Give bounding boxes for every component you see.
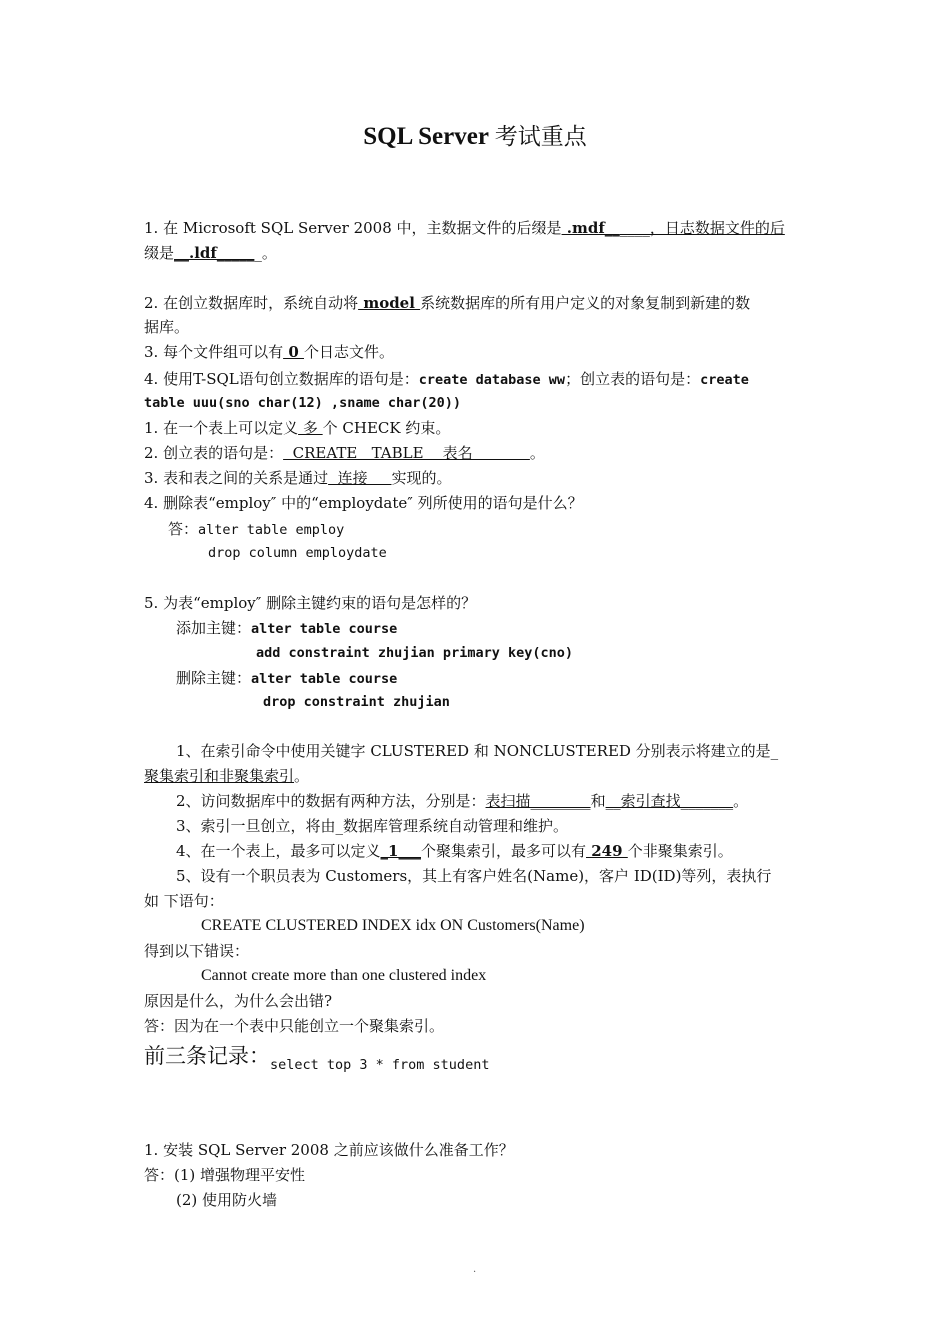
b1-line: 1. 在一个表上可以定义 多 个 CHECK 约束。 [144,419,451,437]
q1-line2: 缀是__.ldf______。 [144,244,277,262]
d1-answer2: (2) 使用防火墙 [176,1191,278,1209]
c5-answer: 答：因为在一个表中只能创立一个聚集索引。 [144,1017,445,1035]
q4-line2: table uuu(sno char(12) ,sname char(20)) [144,395,461,411]
c5-error: Cannot create more than one clustered index [201,967,487,984]
d1-answer1: 答：(1) 增强物理平安性 [144,1166,306,1184]
q2-line1: 2. 在创立数据库时，系统自动将 model 系统数据库的所有用户定义的对象复制到新建的数 [144,294,751,312]
c5-line6: 原因是什么，为什么会出错? [144,992,333,1010]
footer-dot: . [473,1264,477,1275]
q1-line1: 1. 在 Microsoft SQL Server 2008 中，主数据文件的后缀是 .mdf______，日志数据文件的后 [144,219,785,237]
title-cn: 考试重点 [494,124,587,150]
b5-add1: 添加主键：alter table course [176,619,398,637]
c2-line: 2、访问数据库中的数据有两种方法，分别是：表扫描________和__索引查找_______。 [176,792,749,810]
d1-question: 1. 安装 SQL Server 2008 之前应该做什么准备工作？ [144,1141,514,1159]
c4-line: 4、在一个表上，最多可以定义_1___个聚集索引，最多可以有 249 个非聚集索引。 [176,842,733,860]
b5-del1: 删除主键：alter table course [176,669,398,687]
c1-line1: 1、在索引命令中使用关键字 CLUSTERED 和 NONCLUSTERED 分别表示将建立的是_ [176,742,779,760]
c5-line2: 如 下语句： [144,892,224,910]
title-en: SQL Server [363,123,495,150]
c1-line2: 聚集索引和非聚集索引。 [144,767,310,785]
b4-answer2: drop column employdate [208,545,387,561]
c5-code1: CREATE CLUSTERED INDEX idx ON Customers(Name) [201,917,585,934]
b4-question: 4. 删除表“employ″ 中的“employdate″ 列所使用的语句是什么？ [144,494,583,512]
b3-line: 3. 表和表之间的关系是通过 连接 实现的。 [144,469,452,487]
b5-add2: add constraint zhujian primary key(cno) [256,645,573,661]
q4-line1: 4. 使用T-SQL语句创立数据库的语句是：create database ww；创立表的语句是：create [144,370,749,388]
c5-line4: 得到以下错误： [144,942,250,960]
c5-line1: 5、设有一个职员表为 Customers，其上有客户姓名(Name)，客户 ID(ID)等列，表执行 [176,867,772,885]
page-title [0,118,950,151]
b2-line: 2. 创立表的语句是： CREATE TABLE 表名 。 [144,444,545,462]
b4-answer1: 答：alter table employ [168,520,345,538]
c3-line: 3、索引一旦创立，将由_数据库管理系统自动管理和维护。 [176,817,569,835]
top3-line: 前三条记录：select top 3 * from student [144,1044,490,1073]
b5-question: 5. 为表“employ″ 删除主键约束的语句是怎样的？ [144,594,477,612]
b5-del2: drop constraint zhujian [263,694,450,710]
q2-line2: 据库。 [144,318,190,336]
q3-line: 3. 每个文件组可以有 0 个日志文件。 [144,343,394,361]
